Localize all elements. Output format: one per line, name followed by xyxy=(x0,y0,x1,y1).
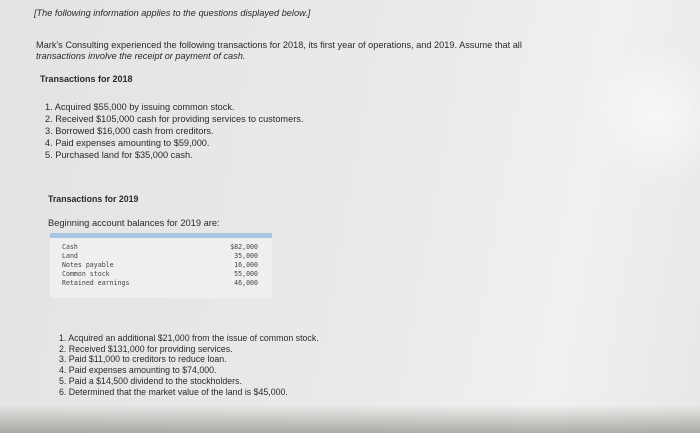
list-item: 4. Paid expenses amounting to $74,000. xyxy=(59,365,217,376)
account-amount: 35,000 xyxy=(234,252,258,260)
description-line-1: Mark's Consulting experienced the following transactions for 2018, its first year of operations, and 2019. Assume that all xyxy=(36,40,522,50)
list-item: 5. Purchased land for $35,000 cash. xyxy=(45,150,193,161)
heading-transactions-2019: Transactions for 2019 xyxy=(48,194,139,204)
list-item: 5. Paid a $14,500 dividend to the stockholders. xyxy=(59,375,242,386)
light-glare xyxy=(560,13,700,216)
account-name: Retained earnings xyxy=(62,279,130,287)
transactions-2019-list xyxy=(59,333,319,397)
list-item: 6. Determined that the market value of the land is $45,000. xyxy=(59,386,288,397)
description-line-2: transactions involve the receipt or payment of cash. xyxy=(36,51,246,61)
account-amount: 46,000 xyxy=(234,279,258,287)
list-item: 4. Paid expenses amounting to $59,000. xyxy=(45,138,210,149)
account-name: Land xyxy=(62,252,78,260)
beginning-balances-label: Beginning account balances for 2019 are: xyxy=(48,218,220,228)
list-item: 3. Borrowed $16,000 cash from creditors. xyxy=(45,126,214,137)
account-name: Cash xyxy=(62,243,78,251)
account-amount: 55,000 xyxy=(234,270,258,278)
table-row xyxy=(62,279,258,288)
account-name: Notes payable xyxy=(62,261,114,269)
transactions-2018-list xyxy=(45,101,303,161)
list-item: 1. Acquired $55,000 by issuing common stock. xyxy=(45,102,235,112)
table-row xyxy=(62,270,258,279)
beginning-balances-table xyxy=(50,233,272,298)
list-item: 2. Received $105,000 cash for providing services to customers. xyxy=(45,114,304,125)
problem-description xyxy=(36,40,522,62)
table-row xyxy=(62,252,258,261)
table-row xyxy=(62,261,258,270)
account-amount: $82,000 xyxy=(230,243,258,251)
heading-transactions-2018: Transactions for 2018 xyxy=(40,74,133,84)
intro-note: [The following information applies to the questions displayed below.] xyxy=(34,8,311,18)
list-item: 3. Paid $11,000 to creditors to reduce loan. xyxy=(59,354,227,365)
account-amount: 16,000 xyxy=(234,261,258,269)
bottom-shadow xyxy=(0,405,700,433)
list-item: 1. Acquired an additional $21,000 from the issue of common stock. xyxy=(59,333,319,343)
table-row xyxy=(62,243,258,252)
account-name: Common stock xyxy=(62,270,110,278)
list-item: 2. Received $131,000 for providing services. xyxy=(59,343,233,354)
